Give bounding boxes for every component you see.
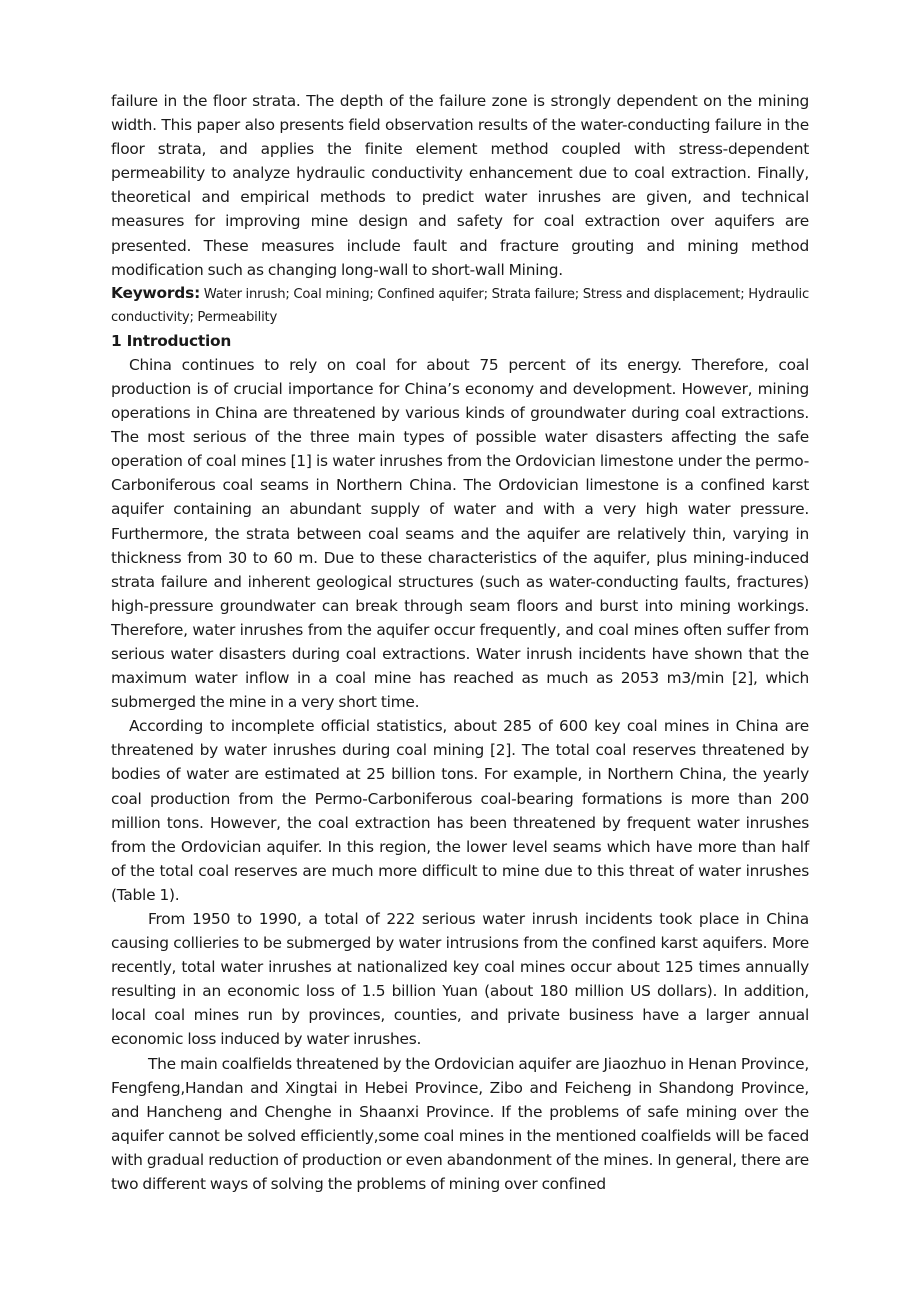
section-heading: 1 Introduction (111, 331, 232, 350)
paragraph-1: China continues to rely on coal for about 75 percent of its energy. Therefore, coal production is of crucial importance for China’s economy and development. However, mining operations in China are threatened by various kinds of groundwater during coal extractions. The most serious of the three main types of possible water disasters affecting the safe operation of coal mines [1] is water inrushes from the Ordovician limestone under the permo-Carboniferous coal seams in Northern China. The Ordovician limestone is a confined karst aquifer containing an abundant supply of water and with a very high water pressure. Furthermore, the strata between coal seams and the aquifer are relatively thin, varying in thickness from 30 to 60 m. Due to these characteristics of the aquifer, plus mining-induced strata failure and inherent geological structures (such as water-conducting faults, fractures) high-pressure groundwater can break through seam floors and burst into mining workings. Therefore, water inrushes from the aquifer occur frequently, and coal mines often suffer from serious water disasters during coal extractions. Water inrush incidents have shown that the maximum water inflow in a coal mine has reached as much as 2053 m3/min [2], which submerged the mine in a very short time. (111, 355, 809, 712)
abstract-continuation: failure in the floor strata. The depth of the failure zone is strongly dependent on the mining width. This paper also presents field observation results of the water-conducting failure in the floor strata, and applies the finite element method coupled with stress-dependent permeability to analyze hydraulic conductivity enhancement due to coal extraction. Finally, theoretical and empirical methods to predict water inrushes are given, and technical measures for improving mine design and safety for coal extraction over aquifers are presented. These measures include fault and fracture grouting and mining method modification such as changing long-wall to short-wall Mining. (111, 92, 809, 279)
paper-page (111, 89, 809, 1196)
paragraph-4: The main coalfields threatened by the Ordovician aquifer are Jiaozhuo in Henan Province, Fengfeng,Handan and Xingtai in Hebei Province, Zibo and Feicheng in Shandong Province, and Hancheng and Chenghe in Shaanxi Province. If the problems of safe mining over the aquifer cannot be solved efficiently,some coal mines in the mentioned coalfields will be faced with gradual reduction of production or even abandonment of the mines. In general, there are two different ways of solving the problems of mining over confined (111, 1054, 809, 1194)
keywords-label: Keywords: (111, 283, 201, 302)
keywords-text: Water inrush; Coal mining; Confined aquifer; Strata failure; Stress and displacement; Hydraulic conductivity; Permeability (111, 286, 809, 325)
paragraph-2: According to incomplete official statistics, about 285 of 600 key coal mines in China are threatened by water inrushes during coal mining [2]. The total coal reserves threatened by bodies of water are estimated at 25 billion tons. For example, in Northern China, the yearly coal production from the Permo-Carboniferous coal-bearing formations is more than 200 million tons. However, the coal extraction has been threatened by frequent water inrushes from the Ordovician aquifer. In this region, the lower level seams which have more than half of the total coal reserves are much more difficult to mine due to this threat of water inrushes (Table 1). (111, 717, 809, 904)
paragraph-3: From 1950 to 1990, a total of 222 serious water inrush incidents took place in China causing collieries to be submerged by water intrusions from the confined karst aquifers. More recently, total water inrushes at nationalized key coal mines occur about 125 times annually resulting in an economic loss of 1.5 billion Yuan (about 180 million US dollars). In addition, local coal mines run by provinces, counties, and private business have a larger annual economic loss induced by water inrushes. (111, 910, 809, 1049)
keywords-line (111, 282, 809, 329)
